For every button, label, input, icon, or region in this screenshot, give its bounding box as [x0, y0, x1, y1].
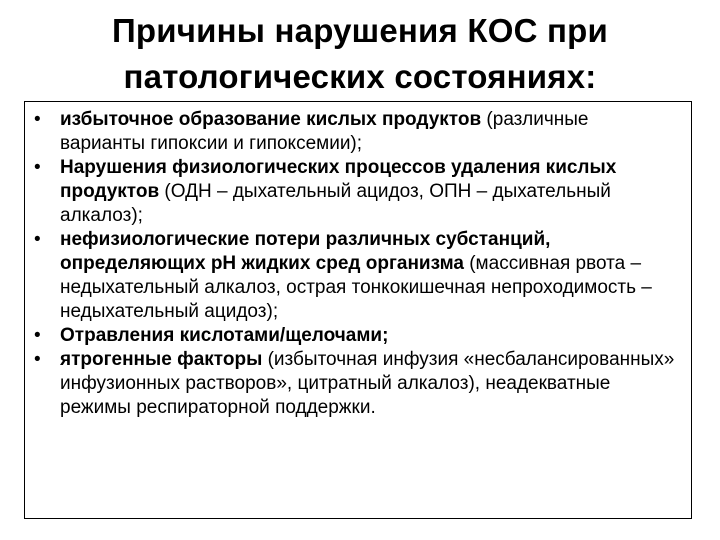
- title-line-2: патологических состояниях:: [123, 58, 597, 95]
- bullet-dot-icon: •: [34, 229, 41, 250]
- bullet-bold-text: нефизиологические потери различных субстанций, определяющих рН жидких сред организма: [60, 229, 551, 274]
- slide-title: [0, 8, 720, 100]
- bullet-item-removal-disorders: [28, 156, 678, 228]
- bullet-normal-text: (избыточная инфузия «несбалансированных» инфузионных растворов», цитратный алкалоз), неадекватные режимы респираторной поддержки.: [60, 349, 675, 418]
- bullet-normal-text: (массивная рвота – недыхательный алкалоз, острая тонкокишечная непроходимость – недыхательный ацидоз);: [60, 253, 652, 322]
- bullet-item-poisoning: [28, 324, 678, 348]
- bullet-bold-text: Отравления кислотами/щелочами;: [60, 325, 389, 346]
- bullet-item-nonphysiological-losses: [28, 228, 678, 324]
- bullet-dot-icon: •: [34, 349, 41, 370]
- bullet-bold-text: Нарушения физиологических процессов удаления кислых продуктов: [60, 157, 617, 202]
- bullet-bold-text: избыточное образование кислых продуктов: [60, 109, 482, 130]
- bullet-dot-icon: •: [34, 325, 41, 346]
- bullet-item-excess-acid-production: [28, 108, 678, 156]
- bullet-bold-text: ятрогенные факторы: [60, 349, 263, 370]
- bullet-list: [28, 108, 678, 420]
- bullet-dot-icon: •: [34, 157, 41, 178]
- bullet-normal-text: (ОДН – дыхательный ацидоз, ОПН – дыхательный алкалоз);: [60, 181, 611, 226]
- bullet-normal-text: (различные варианты гипоксии и гипоксемии);: [60, 109, 589, 154]
- title-line-1: Причины нарушения КОС при: [112, 12, 608, 49]
- bullet-item-iatrogenic-factors: [28, 348, 678, 420]
- bullet-dot-icon: •: [34, 109, 41, 130]
